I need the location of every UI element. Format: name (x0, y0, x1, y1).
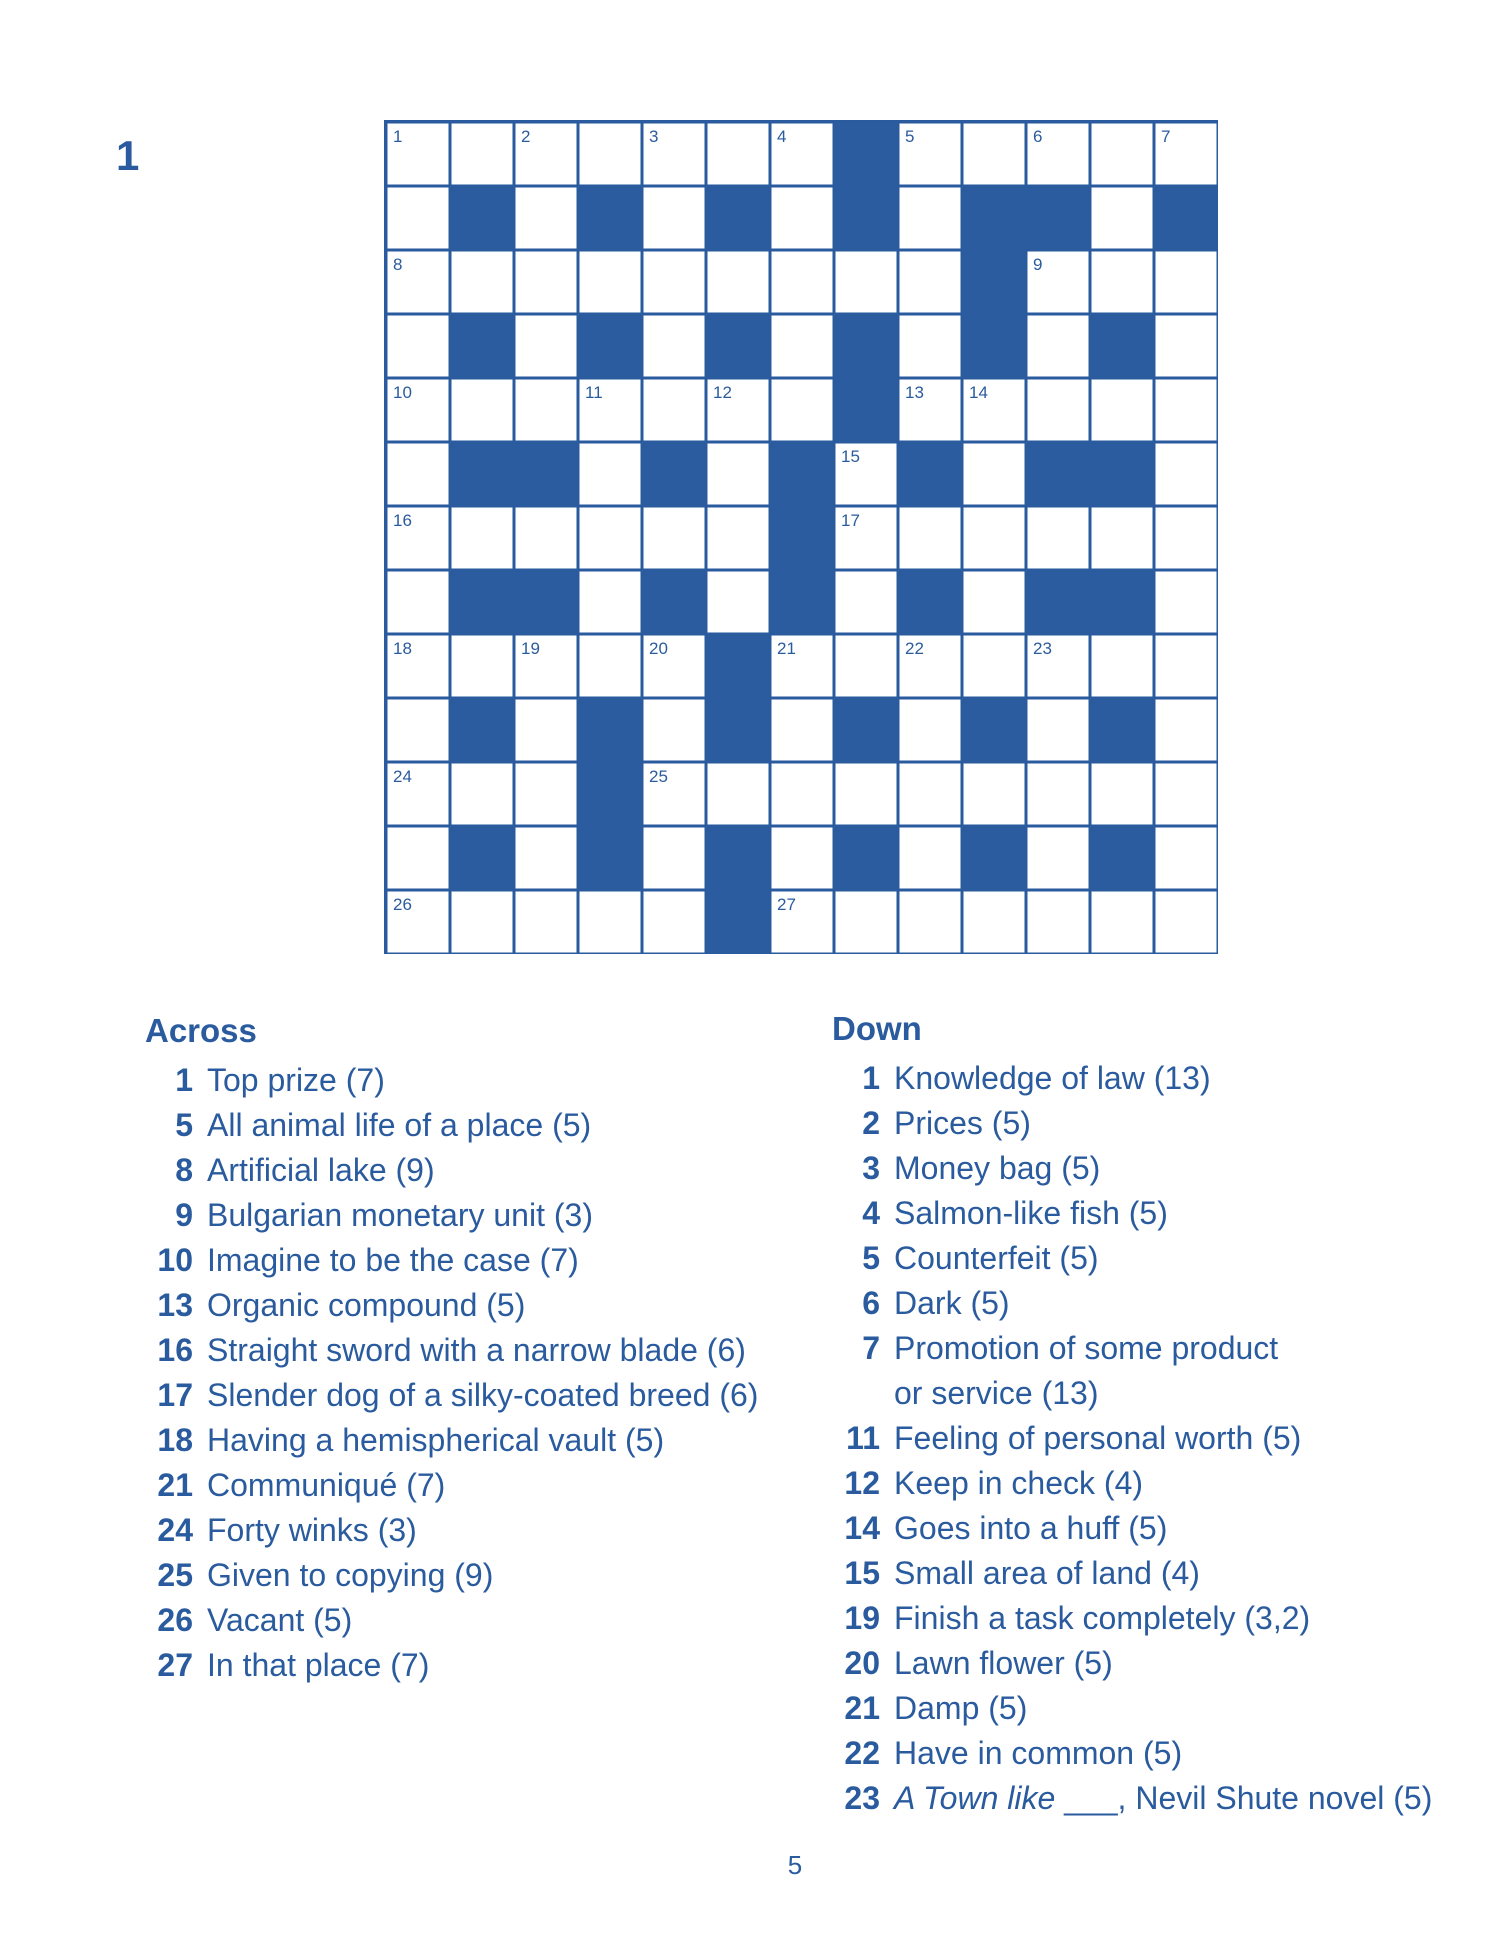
clue-number: 15 (844, 1555, 880, 1591)
across-clue (145, 1598, 795, 1643)
grid-cell[interactable] (1092, 636, 1153, 697)
clue-text: Promotion of some product or service (13) (894, 1330, 1279, 1411)
grid-block (1028, 572, 1089, 633)
grid-cell[interactable] (964, 508, 1025, 569)
grid-cell[interactable] (388, 572, 449, 633)
grid-cell[interactable] (388, 828, 449, 889)
grid-cell[interactable] (708, 764, 769, 825)
across-clue (145, 1373, 795, 1418)
clue-number: 24 (157, 1512, 193, 1548)
down-clue (832, 1641, 1482, 1686)
grid-cell[interactable] (836, 572, 897, 633)
across-clue (145, 1193, 795, 1238)
grid-cell[interactable] (900, 316, 961, 377)
cell-number: 12 (713, 383, 732, 402)
grid-cell[interactable] (964, 572, 1025, 633)
grid-cell[interactable] (1028, 764, 1089, 825)
down-clue (832, 1191, 1482, 1236)
grid-cell[interactable] (708, 572, 769, 633)
grid-block (644, 572, 705, 633)
cell-number: 13 (905, 383, 924, 402)
clue-number: 21 (157, 1467, 193, 1503)
grid-cell[interactable] (1156, 764, 1217, 825)
grid-block (708, 316, 769, 377)
grid-cell[interactable] (900, 828, 961, 889)
grid-block (836, 188, 897, 249)
grid-block-join (1024, 188, 1028, 249)
grid-block (708, 892, 769, 953)
grid-block (452, 188, 513, 249)
grid-cell[interactable] (1156, 508, 1217, 569)
cell-number: 8 (393, 255, 403, 274)
cell-number: 4 (777, 127, 787, 146)
grid-block-join (836, 184, 897, 188)
cell-number: 21 (777, 639, 796, 658)
grid-cell[interactable] (1156, 252, 1217, 313)
grid-block (900, 572, 961, 633)
clue-text: Artificial lake (9) (207, 1152, 435, 1188)
across-clue (145, 1643, 795, 1688)
down-clue (832, 1236, 1482, 1281)
grid-cell[interactable] (388, 188, 449, 249)
grid-cell[interactable] (772, 828, 833, 889)
clue-text: Prices (5) (894, 1105, 1031, 1141)
across-clue-list (145, 1058, 795, 1688)
grid-block (836, 700, 897, 761)
grid-cell[interactable] (708, 444, 769, 505)
clue-number: 5 (175, 1107, 193, 1143)
grid-block-join (580, 760, 641, 764)
grid-cell[interactable] (1092, 764, 1153, 825)
cell-number: 23 (1033, 639, 1052, 658)
grid-cell[interactable] (1092, 892, 1153, 953)
down-clue (832, 1056, 1482, 1101)
clue-text: Slender dog of a silky-coated breed (6) (207, 1377, 759, 1413)
grid-cell[interactable] (644, 316, 705, 377)
across-clue (145, 1418, 795, 1463)
clue-text: Knowledge of law (13) (894, 1060, 1211, 1096)
across-clue (145, 1238, 795, 1283)
crossword-grid (382, 118, 1218, 954)
grid-block-join (1088, 572, 1092, 633)
grid-cell[interactable] (644, 188, 705, 249)
grid-cell[interactable] (580, 124, 641, 185)
down-clue (832, 1686, 1482, 1731)
clue-number: 5 (862, 1240, 880, 1276)
grid-cell[interactable] (836, 892, 897, 953)
grid-block (772, 508, 833, 569)
grid-cell[interactable] (452, 380, 513, 441)
clue-number: 25 (157, 1557, 193, 1593)
clue-number: 1 (862, 1060, 880, 1096)
clue-number: 1 (175, 1062, 193, 1098)
clue-text: Straight sword with a narrow blade (6) (207, 1332, 746, 1368)
cell-number: 5 (905, 127, 915, 146)
grid-cell[interactable] (772, 380, 833, 441)
clue-text: All animal life of a place (5) (207, 1107, 592, 1143)
puzzle-number: 1 (116, 132, 140, 179)
grid-block (708, 636, 769, 697)
grid-block (964, 700, 1025, 761)
grid-cell[interactable] (1156, 892, 1217, 953)
grid-cell[interactable] (580, 892, 641, 953)
grid-cell[interactable] (836, 252, 897, 313)
grid-cell[interactable] (644, 700, 705, 761)
grid-block-join (964, 312, 1025, 316)
down-clue (832, 1326, 1482, 1416)
grid-block (580, 828, 641, 889)
grid-block (1092, 444, 1153, 505)
cell-number: 27 (777, 895, 796, 914)
grid-cell[interactable] (900, 764, 961, 825)
grid-cell[interactable] (516, 380, 577, 441)
grid-cell[interactable] (644, 252, 705, 313)
across-clue (145, 1103, 795, 1148)
cell-number: 26 (393, 895, 412, 914)
down-clue (832, 1461, 1482, 1506)
grid-block-join (772, 568, 833, 572)
clue-text: Money bag (5) (894, 1150, 1101, 1186)
grid-cell[interactable] (900, 508, 961, 569)
clue-text: Damp (5) (894, 1690, 1028, 1726)
grid-cell[interactable] (452, 252, 513, 313)
grid-block (516, 572, 577, 633)
grid-cell[interactable] (1028, 700, 1089, 761)
grid-cell[interactable] (708, 124, 769, 185)
grid-cell[interactable] (1092, 508, 1153, 569)
grid-block-join (964, 248, 1025, 252)
cell-number: 25 (649, 767, 668, 786)
across-clue (145, 1058, 795, 1103)
cell-number: 11 (585, 383, 603, 402)
across-clue (145, 1463, 795, 1508)
grid-cell[interactable] (388, 316, 449, 377)
grid-block (1092, 572, 1153, 633)
grid-block (900, 444, 961, 505)
clue-text: Goes into a huff (5) (894, 1510, 1168, 1546)
grid-cell[interactable] (772, 700, 833, 761)
clue-text: Communiqué (7) (207, 1467, 446, 1503)
down-clue (832, 1551, 1482, 1596)
clue-text: Having a hemispherical vault (5) (207, 1422, 665, 1458)
grid-cell[interactable] (964, 124, 1025, 185)
cell-number: 24 (393, 767, 412, 786)
grid-block (836, 828, 897, 889)
clue-text: Finish a task completely (3,2) (894, 1600, 1311, 1636)
cell-number: 22 (905, 639, 924, 658)
clue-number: 12 (844, 1465, 880, 1501)
clue-text: Feeling of personal worth (5) (894, 1420, 1302, 1456)
grid-block-join (512, 444, 516, 505)
across-clue (145, 1553, 795, 1598)
grid-cell[interactable] (1156, 700, 1217, 761)
grid-block (1092, 700, 1153, 761)
grid-cell[interactable] (1156, 380, 1217, 441)
across-clue (145, 1148, 795, 1193)
clue-text: Forty winks (3) (207, 1512, 417, 1548)
down-clue-list (832, 1056, 1482, 1821)
grid-cell[interactable] (452, 508, 513, 569)
down-clue (832, 1416, 1482, 1461)
grid-block (452, 828, 513, 889)
grid-block (964, 252, 1025, 313)
down-clue (832, 1776, 1482, 1821)
clue-number: 6 (862, 1285, 880, 1321)
clue-number: 2 (862, 1105, 880, 1141)
grid-block (580, 316, 641, 377)
grid-cell[interactable] (964, 892, 1025, 953)
clue-number: 23 (844, 1780, 880, 1816)
clue-number: 21 (844, 1690, 880, 1726)
clue-number: 19 (844, 1600, 880, 1636)
clue-number: 26 (157, 1602, 193, 1638)
grid-block (836, 316, 897, 377)
grid-cell[interactable] (516, 316, 577, 377)
grid-block (708, 828, 769, 889)
cell-number: 6 (1033, 127, 1043, 146)
down-clue (832, 1101, 1482, 1146)
grid-block-join (512, 572, 516, 633)
clue-text: Dark (5) (894, 1285, 1010, 1321)
clue-number: 10 (157, 1242, 193, 1278)
down-clue (832, 1146, 1482, 1191)
down-heading: Down (832, 1010, 922, 1047)
grid-cell[interactable] (1092, 252, 1153, 313)
grid-cell[interactable] (900, 892, 961, 953)
grid-block (964, 316, 1025, 377)
grid-cell[interactable] (1028, 892, 1089, 953)
grid-block (836, 380, 897, 441)
grid-cell[interactable] (644, 380, 705, 441)
cell-number: 19 (521, 639, 540, 658)
grid-cell[interactable] (1092, 124, 1153, 185)
grid-block-join (772, 504, 833, 508)
grid-block (452, 444, 513, 505)
clue-text: In that place (7) (207, 1647, 430, 1683)
clue-number: 4 (862, 1195, 880, 1231)
grid-cell[interactable] (772, 764, 833, 825)
grid-cell[interactable] (708, 252, 769, 313)
grid-block (1028, 188, 1089, 249)
grid-cell[interactable] (836, 764, 897, 825)
clue-text-rest: ___, Nevil Shute novel (5) (1055, 1780, 1433, 1816)
grid-cell[interactable] (388, 444, 449, 505)
grid-cell[interactable] (900, 188, 961, 249)
grid-cell[interactable] (836, 636, 897, 697)
grid-cell[interactable] (580, 444, 641, 505)
grid-cell[interactable] (772, 188, 833, 249)
clue-text: Salmon-like fish (5) (894, 1195, 1168, 1231)
grid-cell[interactable] (964, 444, 1025, 505)
cell-number: 16 (393, 511, 412, 530)
clue-number: 11 (846, 1420, 880, 1456)
grid-cell[interactable] (900, 252, 961, 313)
grid-block (964, 828, 1025, 889)
grid-block (772, 572, 833, 633)
grid-cell[interactable] (900, 700, 961, 761)
grid-cell[interactable] (1156, 828, 1217, 889)
clue-italic-text: A Town like (894, 1780, 1056, 1816)
grid-block (452, 572, 513, 633)
grid-cell[interactable] (1028, 316, 1089, 377)
cell-number: 17 (841, 511, 860, 530)
grid-block (1028, 444, 1089, 505)
grid-cell[interactable] (452, 124, 513, 185)
cell-number: 15 (841, 447, 860, 466)
across-clue (145, 1508, 795, 1553)
cell-number: 3 (649, 127, 659, 146)
clue-text: Vacant (5) (207, 1602, 353, 1638)
grid-cell[interactable] (516, 764, 577, 825)
down-clue (832, 1506, 1482, 1551)
down-clue (832, 1596, 1482, 1641)
grid-block (580, 188, 641, 249)
grid-block (1092, 316, 1153, 377)
grid-block-join (580, 824, 641, 828)
grid-cell[interactable] (580, 572, 641, 633)
grid-block-join (708, 888, 769, 892)
clue-number: 9 (175, 1197, 193, 1233)
cell-number: 10 (393, 383, 412, 402)
grid-block (452, 700, 513, 761)
grid-cell[interactable] (772, 316, 833, 377)
grid-cell[interactable] (964, 636, 1025, 697)
clue-text: Lawn flower (5) (894, 1645, 1113, 1681)
grid-cell[interactable] (516, 188, 577, 249)
grid-cell[interactable] (1092, 380, 1153, 441)
down-clue (832, 1281, 1482, 1326)
grid-block (1156, 188, 1217, 249)
grid-cell[interactable] (964, 764, 1025, 825)
grid-cell[interactable] (1028, 828, 1089, 889)
grid-cell[interactable] (580, 636, 641, 697)
across-clue (145, 1283, 795, 1328)
clue-text: Small area of land (4) (894, 1555, 1200, 1591)
grid-cell[interactable] (516, 252, 577, 313)
grid-cell[interactable] (708, 508, 769, 569)
clue-text: Imagine to be the case (7) (207, 1242, 579, 1278)
grid-block (452, 316, 513, 377)
grid-block-join (836, 376, 897, 380)
grid-block (1092, 828, 1153, 889)
clue-number: 7 (862, 1330, 880, 1366)
down-clues (832, 1008, 1482, 1821)
clue-number: 13 (157, 1287, 193, 1323)
across-clues (145, 1010, 795, 1688)
grid-cell[interactable] (1156, 444, 1217, 505)
clue-text: Counterfeit (5) (894, 1240, 1099, 1276)
grid-cell[interactable] (516, 828, 577, 889)
grid-cell[interactable] (516, 508, 577, 569)
down-clue (832, 1731, 1482, 1776)
page-number: 5 (787, 1850, 803, 1880)
grid-cell[interactable] (452, 892, 513, 953)
grid-block (708, 188, 769, 249)
grid-cell[interactable] (644, 508, 705, 569)
clue-text: Given to copying (9) (207, 1557, 494, 1593)
grid-block (836, 124, 897, 185)
grid-cell[interactable] (1156, 572, 1217, 633)
clue-number: 27 (157, 1647, 193, 1683)
grid-cell[interactable] (580, 252, 641, 313)
grid-cell[interactable] (1092, 188, 1153, 249)
clue-text: Top prize (7) (207, 1062, 385, 1098)
grid-cell[interactable] (772, 252, 833, 313)
across-heading: Across (145, 1012, 257, 1049)
grid-block (516, 444, 577, 505)
grid-cell[interactable] (452, 764, 513, 825)
grid-cell[interactable] (1028, 380, 1089, 441)
clue-number: 14 (844, 1510, 880, 1546)
grid-cell[interactable] (1156, 316, 1217, 377)
clue-number: 8 (175, 1152, 193, 1188)
grid-block (644, 444, 705, 505)
cell-number: 7 (1161, 127, 1171, 146)
clue-text (894, 1776, 1432, 1821)
clue-number: 18 (157, 1422, 193, 1458)
clue-text: Organic compound (5) (207, 1287, 526, 1323)
clue-text: Have in common (5) (894, 1735, 1183, 1771)
grid-cell[interactable] (516, 700, 577, 761)
across-clue (145, 1328, 795, 1373)
grid-block (708, 700, 769, 761)
grid-block (772, 444, 833, 505)
clue-number: 20 (844, 1645, 880, 1681)
clue-number: 3 (862, 1150, 880, 1186)
grid-block (964, 188, 1025, 249)
clue-number: 22 (844, 1735, 880, 1771)
grid-block-join (1088, 444, 1092, 505)
cell-number: 18 (393, 639, 412, 658)
grid-block (580, 700, 641, 761)
grid-block-join (708, 696, 769, 700)
cell-number: 9 (1033, 255, 1043, 274)
grid-cell[interactable] (580, 508, 641, 569)
clue-number: 17 (157, 1377, 193, 1413)
cell-number: 2 (521, 127, 531, 146)
grid-cell[interactable] (388, 700, 449, 761)
grid-block (580, 764, 641, 825)
grid-cell[interactable] (516, 892, 577, 953)
clue-text: Keep in check (4) (894, 1465, 1144, 1501)
grid-cell[interactable] (644, 828, 705, 889)
cell-number: 1 (393, 127, 403, 146)
cell-number: 14 (969, 383, 988, 402)
grid-cell[interactable] (452, 636, 513, 697)
clue-text: Bulgarian monetary unit (3) (207, 1197, 593, 1233)
cell-number: 20 (649, 639, 668, 658)
clue-number: 16 (157, 1332, 193, 1368)
grid-cell[interactable] (1156, 636, 1217, 697)
grid-cell[interactable] (644, 892, 705, 953)
grid-cell[interactable] (1028, 508, 1089, 569)
